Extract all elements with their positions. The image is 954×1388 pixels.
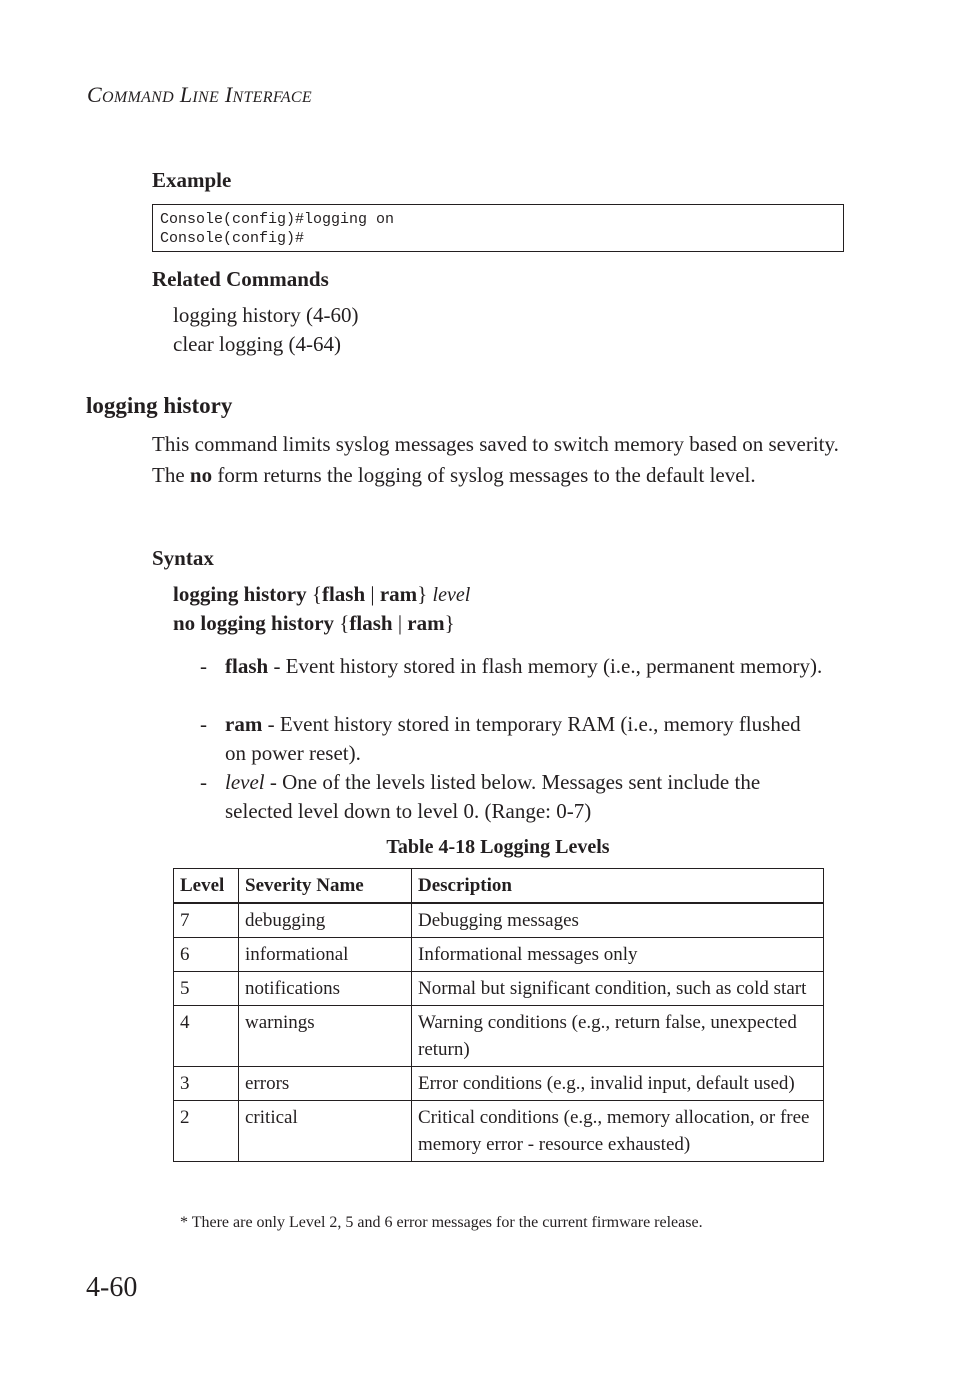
code-example [152, 204, 844, 252]
severity-cell: errors [239, 1067, 412, 1101]
syntax-heading: Syntax [152, 546, 214, 570]
command-description: This command limits syslog messages saved to switch memory based on severity. The no form returns the logging of syslog messages to the default level. [152, 432, 839, 487]
related-commands-heading: Related Commands [152, 267, 329, 291]
logging-levels-table [173, 868, 824, 1162]
severity-cell: notifications [239, 972, 412, 1006]
table-header-row [174, 869, 824, 904]
header-severity-name: Severity Name [239, 869, 412, 904]
description-cell: Critical conditions (e.g., memory allocation, or free memory error - resource exhausted) [412, 1101, 824, 1162]
table-row [174, 1006, 824, 1067]
description-cell: Informational messages only [412, 938, 824, 972]
level-cell: 4 [174, 1006, 239, 1067]
severity-cell: debugging [239, 903, 412, 938]
description-cell: Normal but significant condition, such as cold start [412, 972, 824, 1006]
level-cell: 5 [174, 972, 239, 1006]
running-header: COMMAND LINE INTERFACE [87, 82, 312, 107]
code-line: Console(config)# [160, 230, 305, 247]
code-line: Console(config)#logging on [160, 211, 395, 228]
related-command-item: logging history (4-60) [173, 303, 359, 327]
table-row [174, 1067, 824, 1101]
severity-cell: warnings [239, 1006, 412, 1067]
description-cell: Error conditions (e.g., invalid input, default used) [412, 1067, 824, 1101]
syntax-line-1: logging history {flash | ram} level [173, 582, 471, 606]
table-row [174, 903, 824, 938]
page-number: 4-60 [86, 1272, 138, 1303]
level-cell: 2 [174, 1101, 239, 1162]
description-cell: Warning conditions (e.g., return false, unexpected return) [412, 1006, 824, 1067]
severity-cell: informational [239, 938, 412, 972]
level-cell: 7 [174, 903, 239, 938]
description-cell: Debugging messages [412, 903, 824, 938]
table-row [174, 1101, 824, 1162]
header-description: Description [412, 869, 824, 904]
section-title: logging history [86, 393, 233, 418]
table-caption: Table 4-18 Logging Levels [386, 836, 610, 858]
level-cell: 3 [174, 1067, 239, 1101]
severity-cell: critical [239, 1101, 412, 1162]
example-heading: Example [152, 168, 232, 192]
table-footnote: * There are only Level 2, 5 and 6 error messages for the current firmware release. [180, 1214, 703, 1231]
level-cell: 6 [174, 938, 239, 972]
table-row [174, 938, 824, 972]
related-command-item: clear logging (4-64) [173, 332, 341, 356]
syntax-line-2: no logging history {flash | ram} [173, 611, 455, 635]
table-row [174, 972, 824, 1006]
header-level: Level [174, 869, 239, 904]
